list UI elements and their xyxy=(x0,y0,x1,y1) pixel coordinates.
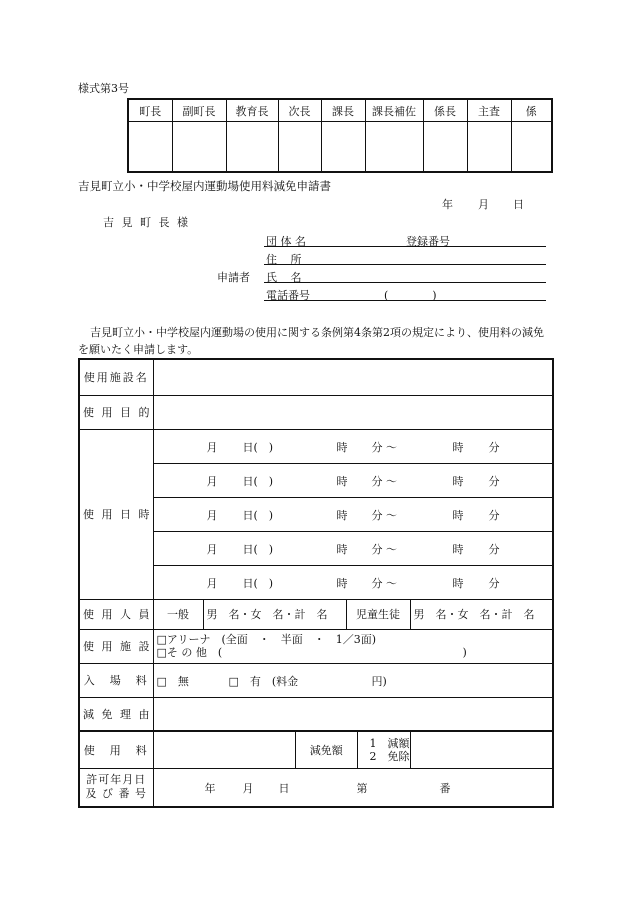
reason-label: 減 免 理 由 xyxy=(79,697,153,731)
registration-number-label: 登録番号 xyxy=(406,235,450,248)
fee-input[interactable] xyxy=(154,732,296,768)
dt-hour2: 時 xyxy=(452,475,464,488)
reduction-amount-input[interactable] xyxy=(410,731,553,769)
date-year: 年 xyxy=(442,198,453,211)
approval-header: 係 xyxy=(511,99,552,122)
facility-label: 使 用 施 設 xyxy=(79,629,153,663)
application-form-table xyxy=(78,358,554,808)
reduction-options[interactable] xyxy=(358,732,410,768)
dt-minute2: 分 xyxy=(488,509,500,522)
other-option[interactable]: □そ の 他 ( xyxy=(156,646,223,659)
dt-hour: 時 xyxy=(336,441,348,454)
datetime-row[interactable] xyxy=(153,565,553,599)
reduction-option-2[interactable]: 2 免除 xyxy=(369,750,410,763)
dt-day: 日( ) xyxy=(242,509,274,522)
dt-month: 月 xyxy=(206,577,218,590)
admission-label: 入 場 料 xyxy=(79,663,153,697)
fee-cell xyxy=(153,731,410,769)
permit-ban: 番 xyxy=(439,782,451,796)
approval-header: 町長 xyxy=(128,99,172,122)
applicant-label: 申請者 xyxy=(217,271,250,284)
phone-parens: ( ) xyxy=(384,289,437,302)
addressee: 吉 見 町 長 様 xyxy=(103,216,190,229)
permit-month: 月 xyxy=(242,782,254,796)
datetime-row[interactable] xyxy=(153,463,553,497)
dt-hour: 時 xyxy=(336,577,348,590)
dt-minute: 分 〜 xyxy=(371,441,397,454)
permit-label-line1: 許可年月日 xyxy=(86,773,147,787)
dt-hour: 時 xyxy=(336,543,348,556)
stamp-cell[interactable] xyxy=(278,122,321,173)
dt-minute: 分 〜 xyxy=(371,543,397,556)
permit-day: 日 xyxy=(278,782,290,796)
facility-name-input[interactable] xyxy=(153,359,553,395)
dt-minute2: 分 xyxy=(488,577,500,590)
address-field[interactable] xyxy=(264,264,546,265)
name-label: 氏 名 xyxy=(266,271,302,284)
dt-minute: 分 〜 xyxy=(371,577,397,590)
dt-day: 日( ) xyxy=(242,577,274,590)
dt-hour: 時 xyxy=(336,475,348,488)
facility-options[interactable] xyxy=(153,629,553,663)
approval-header: 教育長 xyxy=(226,99,278,122)
purpose-label: 使 用 目 的 xyxy=(79,395,153,429)
admission-yes-checkbox[interactable]: □ 有 (料金 xyxy=(228,675,299,688)
phone-label: 電話番号 xyxy=(266,289,310,302)
arena-option[interactable]: □アリーナ (全面 ・ 半面 ・ 1／3面) xyxy=(156,633,377,646)
dt-month: 月 xyxy=(206,441,218,454)
dt-minute: 分 〜 xyxy=(371,509,397,522)
datetime-row[interactable] xyxy=(153,429,553,463)
stamp-cell[interactable] xyxy=(172,122,226,173)
dt-hour2: 時 xyxy=(452,577,464,590)
stamp-cell[interactable] xyxy=(321,122,365,173)
name-field[interactable] xyxy=(264,282,546,283)
dt-hour2: 時 xyxy=(452,543,464,556)
address-label: 住 所 xyxy=(266,253,302,266)
reduction-label: 減免額 xyxy=(296,732,358,768)
date-day: 日 xyxy=(513,198,524,211)
dt-hour: 時 xyxy=(336,509,348,522)
people-label: 使 用 人 員 xyxy=(79,599,153,629)
fee-label: 使 用 料 xyxy=(79,731,153,769)
dt-hour2: 時 xyxy=(452,509,464,522)
dt-minute2: 分 xyxy=(488,475,500,488)
stamp-cell[interactable] xyxy=(365,122,423,173)
dt-minute2: 分 xyxy=(488,441,500,454)
stamp-cell[interactable] xyxy=(423,122,467,173)
stamp-cell[interactable] xyxy=(226,122,278,173)
dt-minute: 分 〜 xyxy=(371,475,397,488)
page-title: 吉見町立小・中学校屋内運動場使用料減免申請書 xyxy=(78,179,331,193)
permit-no: 第 xyxy=(356,782,368,796)
stamp-cell[interactable] xyxy=(511,122,552,173)
dt-minute2: 分 xyxy=(488,543,500,556)
dt-day: 日( ) xyxy=(242,543,274,556)
approval-header: 課長 xyxy=(321,99,365,122)
facility-name-label: 使用施設名 xyxy=(79,359,153,395)
dt-day: 日( ) xyxy=(242,441,274,454)
other-close: ) xyxy=(462,646,467,659)
reduction-option-1[interactable]: 1 減額 xyxy=(369,737,410,750)
dt-day: 日( ) xyxy=(242,475,274,488)
group-name-label: 団 体 名 xyxy=(266,235,306,248)
group-name-field[interactable] xyxy=(264,246,546,247)
permit-label xyxy=(79,769,153,807)
approval-header: 次長 xyxy=(278,99,321,122)
approval-header: 係長 xyxy=(423,99,467,122)
stamp-cell[interactable] xyxy=(467,122,511,173)
datetime-label: 使 用 日 時 xyxy=(79,429,153,599)
approval-header: 課長補佐 xyxy=(365,99,423,122)
general-label: 一般 xyxy=(153,599,203,629)
reason-input[interactable] xyxy=(153,697,553,731)
approval-stamp-table xyxy=(127,98,553,173)
date-month: 月 xyxy=(478,198,489,211)
body-text: 吉見町立小・中学校屋内運動場の使用に関する条例第4条第2項の規定により、使用料の減免を願いたく申請します。 xyxy=(78,326,544,356)
permit-label-line2: 及 び 番 号 xyxy=(85,787,147,801)
students-label: 児童生徒 xyxy=(346,599,410,629)
students-counts[interactable]: 男 名・女 名・計 名 xyxy=(410,599,553,629)
datetime-row[interactable] xyxy=(153,531,553,565)
dt-hour2: 時 xyxy=(452,441,464,454)
approval-header: 主査 xyxy=(467,99,511,122)
permit-date-number[interactable] xyxy=(153,769,553,807)
admission-yen: 円) xyxy=(371,675,387,688)
phone-field[interactable] xyxy=(264,300,546,301)
datetime-row[interactable] xyxy=(153,497,553,531)
purpose-input[interactable] xyxy=(153,395,553,429)
dt-month: 月 xyxy=(206,543,218,556)
stamp-cell[interactable] xyxy=(128,122,172,173)
approval-header: 副町長 xyxy=(172,99,226,122)
general-counts[interactable]: 男 名・女 名・計 名 xyxy=(203,599,346,629)
permit-year: 年 xyxy=(204,782,216,796)
dt-month: 月 xyxy=(206,475,218,488)
admission-options[interactable] xyxy=(153,663,553,697)
dt-month: 月 xyxy=(206,509,218,522)
form-number: 様式第3号 xyxy=(78,82,129,95)
admission-none-checkbox[interactable]: □ 無 xyxy=(156,675,189,688)
